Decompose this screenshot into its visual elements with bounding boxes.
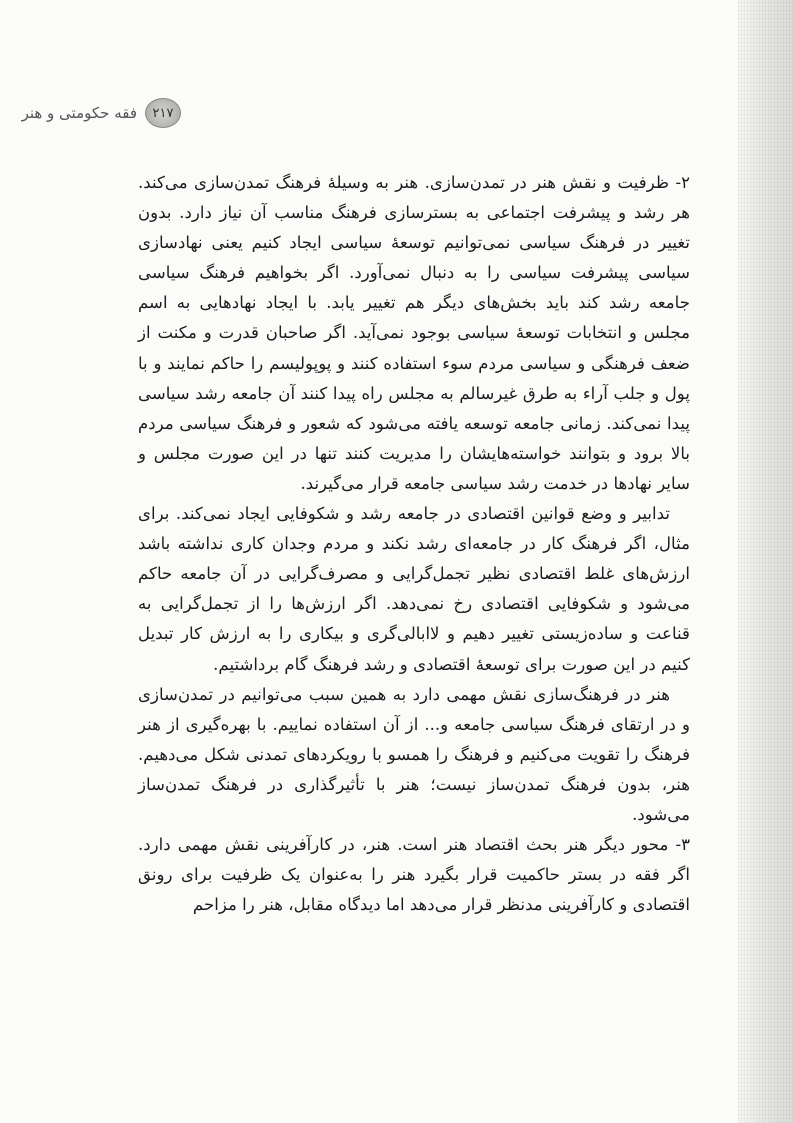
paragraph-art-economy: ۳- محور دیگر هنر بحث اقتصاد هنر است. هنر، در کارآفرینی نقش مهمی دارد. اگر فقه در بستر حاکمیت قرار بگیرد هنر را به‌عنوان یک ظرفیت برای رونق اقتصادی و کارآفرینی مدنظر قرار می‌دهد اما دیدگاه مقابل، هنر را مزاحم xyxy=(138,835,690,915)
running-header xyxy=(22,98,181,128)
paragraph-civilization: ۲- ظرفیت و نقش هنر در تمدن‌سازی. هنر به وسیلهٔ فرهنگ تمدن‌سازی می‌کند. هر رشد و پیشرفت اجتماعی به بسترسازی فرهنگ مناسب آن نیاز دارد. بدون تغییر در فرهنگ سیاسی نمی‌توانیم توسعهٔ سیاسی ایجاد کنیم یعنی نهادسازی سیاسی پیشرفت سیاسی را به دنبال نمی‌آورد. اگر بخواهیم فرهنگ سیاسی جامعه رشد کند باید بخش‌های دیگر هم تغییر یابد. با ایجاد نهادهایی به اسم مجلس و انتخابات توسعهٔ سیاسی بوجود نمی‌آید. اگر صاحبان قدرت و مکنت از ضعف فرهنگی و سیاسی مردم سوء استفاده کنند و پوپولیسم را حاکم نمایند و با پول و جلب آراء به طرق غیرسالم به مجلس راه پیدا کنند آن جامعه رشد سیاسی پیدا نمی‌کند. زمانی جامعه توسعه یافته می‌شود که شعور و فرهنگ سیاسی مردم بالا برود و بتوانند خواسته‌هایشان را مدیریت کنند تنها در این صورت مجلس و سایر نهادها در خدمت رشد سیاسی جامعه قرار می‌گیرند. xyxy=(138,173,690,493)
running-header-title: فقه حکومتی و هنر xyxy=(21,104,137,122)
paragraph-economic-laws: تدابیر و وضع قوانین اقتصادی در جامعه رشد و شکوفایی ایجاد نمی‌کند. برای مثال، اگر فرهنگ کار در جامعه‌ای رشد نکند و مردم وجدان کاری نداشته باشد ارزش‌های غلط اقتصادی نظیر تجمل‌گرایی و مصرف‌گرایی در آن جامعه حاکم می‌شود و شکوفایی اقتصادی رخ نمی‌دهد. اگر ارزش‌ها را از تجمل‌گرایی به قناعت و ساده‌زیستی تغییر دهیم و لاابالی‌گری و بیکاری را به ارزش کار تبدیل کنیم در این صورت برای توسعهٔ اقتصادی و رشد فرهنگ گام برداشتیم. xyxy=(138,504,690,674)
book-spine-shadow xyxy=(738,0,793,1123)
paragraph-art-culture: هنر در فرهنگ‌سازی نقش مهمی دارد به همین سبب می‌توانیم در تمدن‌سازی و در ارتقای فرهنگ سیاسی جامعه و... از آن استفاده نماییم. با بهره‌گیری از هنر فرهنگ را تقویت می‌کنیم و فرهنگ را همسو با رویکردهای تمدنی شکل می‌دهیم. هنر، بدون فرهنگ تمدن‌ساز نیست؛ هنر با تأثیرگذاری در فرهنگ تمدن‌ساز می‌شود. xyxy=(138,684,690,824)
page-body xyxy=(138,168,690,920)
page-number: ۲۱۷ xyxy=(152,105,174,121)
page-number-badge xyxy=(145,98,181,128)
